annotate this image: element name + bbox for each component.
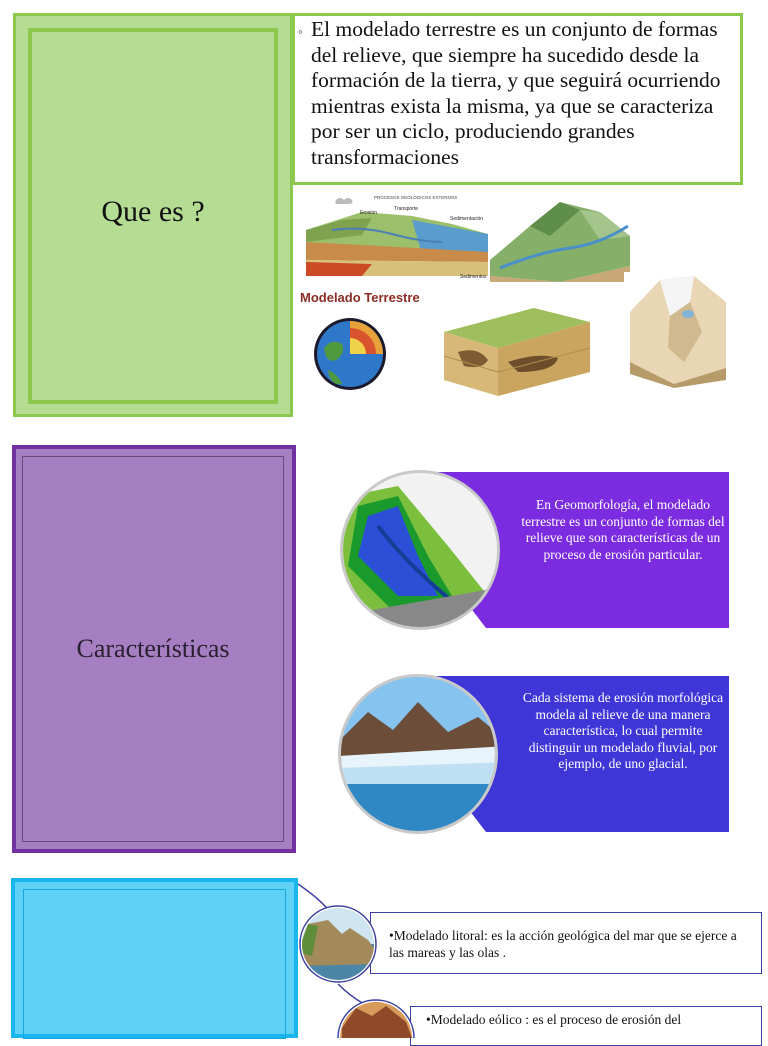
callout-2-text: Cada sistema de erosión morfológica modela al relieve de una manera característica, lo cual permite distinguir un modelado fluvial, por ejemplo, de uno glacial. xyxy=(522,690,724,771)
section-tipos-inner-frame xyxy=(23,889,286,1039)
illustration-caption: Modelado Terrestre xyxy=(300,290,420,305)
illustration-label: Sedimentación xyxy=(450,216,484,222)
bullet-icon: ◦ xyxy=(298,24,303,39)
illustration-label: Erosión xyxy=(360,210,377,216)
list-item-eolico-text: •Modelado eólico : es el proceso de erosión del xyxy=(426,1012,682,1027)
section-caracteristicas-title: Características xyxy=(76,634,230,663)
desert-rock-thumbnail xyxy=(336,998,416,1038)
valley-landscape-illustration xyxy=(490,196,630,282)
definition-text: El modelado terrestre es un conjunto de formas del relieve, que siempre ha sucedido desde la formación de la tierra, y que seguirá ocurriendo mientras exista la misma, ya que se caracteriza por ser un ciclo, produciendo grandes transformaciones xyxy=(311,17,721,169)
glacial-valley-illustration xyxy=(624,272,730,388)
illustration-label: Sedimentos xyxy=(460,274,487,280)
section-que-es-title: Que es ? xyxy=(101,195,205,228)
callout-1-text: En Geomorfología, el modelado terrestre es un conjunto de formas del relieve que son características de un proceso de erosión particular. xyxy=(521,497,725,562)
earth-layers-illustration xyxy=(312,308,388,400)
geological-processes-illustration xyxy=(302,190,488,282)
illustration-header-label: PROCESOS GEOLÓGICOS EXTERNOS xyxy=(374,195,458,200)
coastal-cliff-thumbnail xyxy=(298,904,378,984)
illustration-label: Transporte xyxy=(394,206,418,212)
karst-cave-illustration xyxy=(438,292,596,414)
list-item-litoral-text: •Modelado litoral: es la acción geológica del mar que se ejerce a las mareas y las olas . xyxy=(389,928,737,960)
